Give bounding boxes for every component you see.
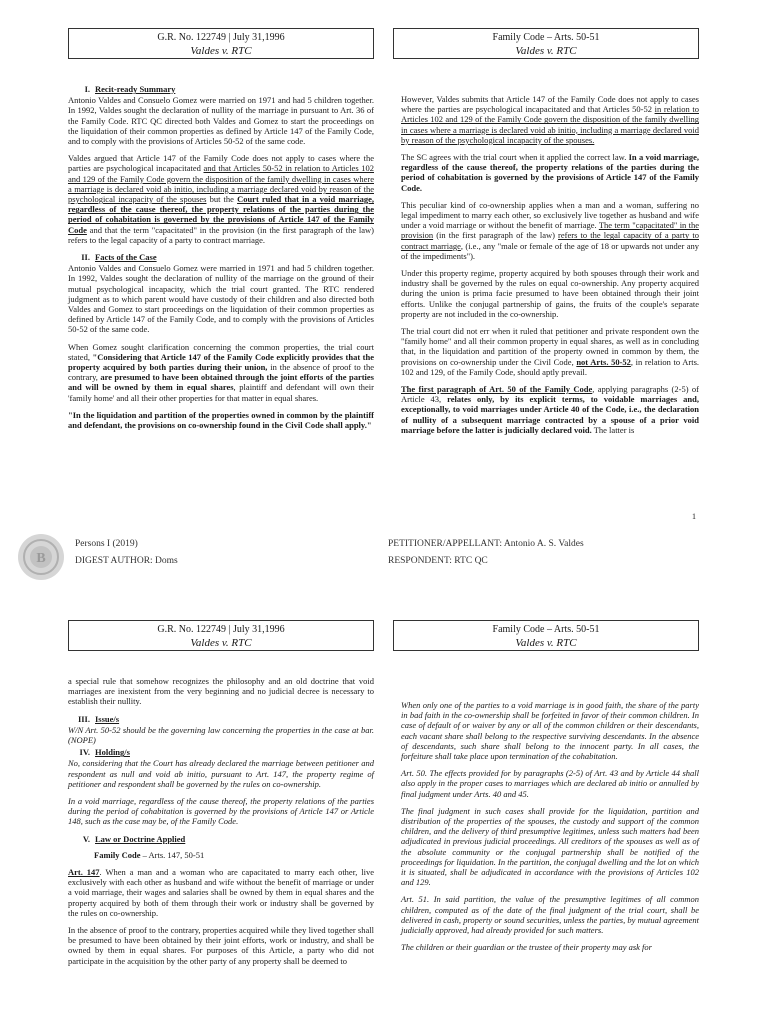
- header-case-title: Valdes v. RTC: [190, 637, 252, 649]
- body-paragraph: The SC agrees with the trial court when it applied the correct law. In a void marriage, regardless of the cause thereof, the property relations of the parties during the period of cohabitation is governed by the provisions of Article 147 of the Family Code.: [401, 152, 699, 193]
- summary-paragraph: Antonio Valdes and Consuelo Gomez were married on 1971 and had 5 children together. In 1992, Valdes sought the declaration of nullity of the marriage in pursuant to Art. 36 of the Family Code. RTC QC directed both Valdes and Gomez to start the proceedings on the liquidation of their common properties as defined by Article 147 of the Family Code, and to comply with the provisions of Articles 50-52 of the same code.: [68, 95, 374, 147]
- law-paragraph: Art. 147. When a man and a woman who are capacitated to marry each other, live exclusively with each other as husband and wife without the benefit of marriage or under a void marriage, their wages and salaries shall be owned by them in equal shares and the property acquired by both of them through their work or industry shall be governed by the rules on co-ownership.: [68, 867, 374, 918]
- header-case-title: Valdes v. RTC: [190, 45, 252, 57]
- section-heading: III. Issue/s: [77, 713, 120, 724]
- facts-paragraph: Antonio Valdes and Consuelo Gomez were married in 1971 and had 5 children together. In 1992, Valdes sought the declaration of nullity of the marriage on the ground of their mutual psychological incapacity, which the trial court granted. The RTC rendered judgment as to which parent would have custody of their children and also directed both Valdes and Gomez to start proceedings on the liquidation of their common properties as defined by Article 147 of the Family Code, and to comply with the provisions of Articles 50-52 of the same code.: [68, 263, 374, 335]
- footer-left: [75, 536, 178, 570]
- body-paragraph: The first paragraph of Art. 50 of the Family Code, applying paragraphs (2-5) of Article 43, relates only, by its explicit terms, to voidable marriages and, exceptionally, to void marriages under Article 40 of the Code, i.e., the declaration of nullity of a subsequent marriage contracted by a spouse of a prior void marriage before the latter is judicially declared void. The latter is: [401, 384, 699, 435]
- body-paragraph: However, Valdes submits that Article 147 of the Family Code does not apply to cases where the parties are psychological incapacitated and that Articles 50-52 in relation to Articles 102 and 129 of the Family Code govern the disposition of the family dwelling in cases where a marriage is declared void ab initio, including a marriage declared void by reason of the psychological incapacity of the spouses.: [401, 94, 699, 145]
- page1-left-column: [68, 84, 374, 437]
- page2-left-column: [68, 676, 374, 973]
- page2-right-column: [401, 700, 699, 959]
- petitioner-label: PETITIONER/APPELLANT: Antonio A. S. Valdes: [388, 539, 584, 549]
- issue-text: W/N Art. 50-52 should be the governing law concerning the properties in the case at bar. (NOPE): [68, 724, 374, 746]
- section-heading: II. Facts of the Case: [81, 252, 157, 263]
- digest-author: DIGEST AUTHOR: Doms: [75, 556, 178, 566]
- header-topic: Family Code – Arts. 50-51: [492, 624, 600, 635]
- header-left-box: [68, 620, 374, 651]
- header-left-box: [68, 28, 374, 59]
- body-paragraph: Under this property regime, property acquired by both spouses through their work and industry shall be governed by the rules on equal co-ownership. Any property acquired during the union is prima facie presumed to have been obtained through their joint efforts. Unlike the conjugal partnership of gains, the fruits of the couple's separate property are not included in the co-ownership.: [401, 268, 699, 319]
- body-paragraph: This peculiar kind of co-ownership applies when a man and a woman, suffering no legal impediment to marry each other, so exclusively live together as husband and wife under a void marriage or without the benefit of marriage. The term "capacitated" in the provision (in the first paragraph of the law) refers to the legal capacity of a party to contract marriage, (i.e., any "male or female of the age of 18 or upwards not under any of the impediments").: [401, 199, 699, 261]
- page1-right-column: [401, 94, 699, 442]
- law-paragraph: The children or their guardian or the trustee of their property may ask for: [401, 942, 652, 953]
- section-heading: I. Recit-ready Summary: [84, 84, 176, 94]
- facts-paragraph: When Gomez sought clarification concerning the common properties, the trial court stated, "Considering that Article 147 of the Family Code explicitly provides that the property acquired by both parties during their union, in the absence of proof to the contrary, are presumed to have been obtained through the joint efforts of the parties and will be owned by them in equal shares, plaintiff and defendant will own their 'family home' and all their other properties for that matter in equal shares.: [68, 341, 374, 403]
- header-case-title: Valdes v. RTC: [515, 45, 577, 57]
- law-paragraph: In the absence of proof to the contrary, properties acquired while they lived together shall be presumed to have been obtained by their joint efforts, work or industry, and shall be owned by them in equal shares. For purposes of this Article, a party who did not participate in the acquisition by the other party of any property shall be deemed to: [68, 925, 374, 966]
- footer-right: [388, 536, 584, 570]
- header-right-box: [393, 620, 699, 651]
- school-seal-icon: [16, 532, 66, 582]
- page-footer: [0, 532, 768, 580]
- law-heading: Family Code – Arts. 147, 50-51: [94, 849, 205, 860]
- respondent-label: RESPONDENT: RTC QC: [388, 556, 488, 566]
- law-paragraph: When only one of the parties to a void marriage is in good faith, the share of the party in bad faith in the co-ownership shall be forfeited in favor of their common children. In case of default of or waiver by any or all of the common children or their descendants, each vacant share shall belong to the respective surviving descendants. In the absence of descendants, such share shall belong to the innocent party. In all cases, the forfeiture shall take place upon termination of the cohabitation.: [401, 700, 699, 762]
- section-heading: V. Law or Doctrine Applied: [82, 833, 186, 844]
- header-right-box: [393, 28, 699, 59]
- body-paragraph: a special rule that somehow recognizes the philosophy and an old doctrine that void marriages are inexistent from the very beginning and no judicial decree is necessary to establish their nullity.: [68, 676, 374, 707]
- course-label: Persons I (2019): [75, 539, 138, 549]
- law-paragraph: Art. 50. The effects provided for by paragraphs (2-5) of Art. 43 and by Article 44 shall also apply in the proper cases to marriages which are declared ab initio or annulled by final judgment under Arts. 40 and 45.: [401, 768, 699, 799]
- summary-paragraph: Valdes argued that Article 147 of the Family Code does not apply to cases where the parties are psychological incapacitated and that Articles 50-52 in relation to Articles 102 and 129 of the Family Code govern the disposition of the family dwelling in cases where a marriage is declared void ab initio, including a marriage declared void by reason of the psychological incapacity of the spouses but the Court ruled that in a void marriage, regardless of the cause thereof, the property relations of the parties during the period of cohabitation is governed by the provisions of Article 147 of the Family Code and that the term "capacitated" in the provision (in the first paragraph of the law) refers to the legal capacity of a party to contract marriage.: [68, 153, 374, 245]
- section-heading: IV. Holding/s: [79, 747, 130, 758]
- header-case-number: G.R. No. 122749 | July 31,1996: [157, 624, 285, 635]
- header-topic: Family Code – Arts. 50-51: [492, 32, 600, 43]
- page-number: 1: [692, 512, 696, 521]
- law-paragraph: Art. 51. In said partition, the value of the presumptive legitimes of all common children, computed as of the date of the final judgment of the trial court, shall be delivered in cash, property or sound securities, unless the parties, by mutual agreement judicially approved, had already provided for such matters.: [401, 894, 699, 936]
- body-paragraph: The trial court did not err when it ruled that petitioner and private respondent own the "family home" and all their common property in equal shares, as well as in concluding that, in the liquidation and partition of the property owned in common by them, the provisions on co-ownership under the Civil Code, not Arts. 50-52, in relation to Arts. 102 and 129, of the Family Code, should aptly prevail.: [401, 326, 699, 377]
- law-paragraph: The final judgment in such cases shall provide for the liquidation, partition and distribution of the properties of the spouses, the custody and support of the common children, and the delivery of third presumptive legitimes, unless such matters had been adjudicated in previous judicial proceedings. All creditors of the spouses as well as of the absolute community or the conjugal partnership shall be notified of the proceedings for liquidation. In the partition, the conjugal dwelling and the lot on which it is situated, shall be adjudicated in accordance with the provisions of Articles 102 and 129.: [401, 805, 699, 888]
- facts-quote: "In the liquidation and partition of the properties owned in common by the plaintiff and defendant, the provisions on co-ownership found in the Civil Code shall apply.": [68, 409, 374, 431]
- header-case-number: G.R. No. 122749 | July 31,1996: [157, 32, 285, 43]
- holding-paragraph: In a void marriage, regardless of the cause thereof, the property relations of the parties during the period of cohabitation is governed by the provisions of Article 147 or Article 148, such as the case may be, of the Family Code.: [68, 796, 374, 827]
- holding-paragraph: No, considering that the Court has already declared the marriage between petitioner and respondent as null and void ab initio, pursuant to Art. 147, the property regime of petitioner and respondent shall be governed by the rules on co-ownership.: [68, 758, 374, 789]
- header-case-title: Valdes v. RTC: [515, 637, 577, 649]
- svg-text:B: B: [36, 551, 46, 566]
